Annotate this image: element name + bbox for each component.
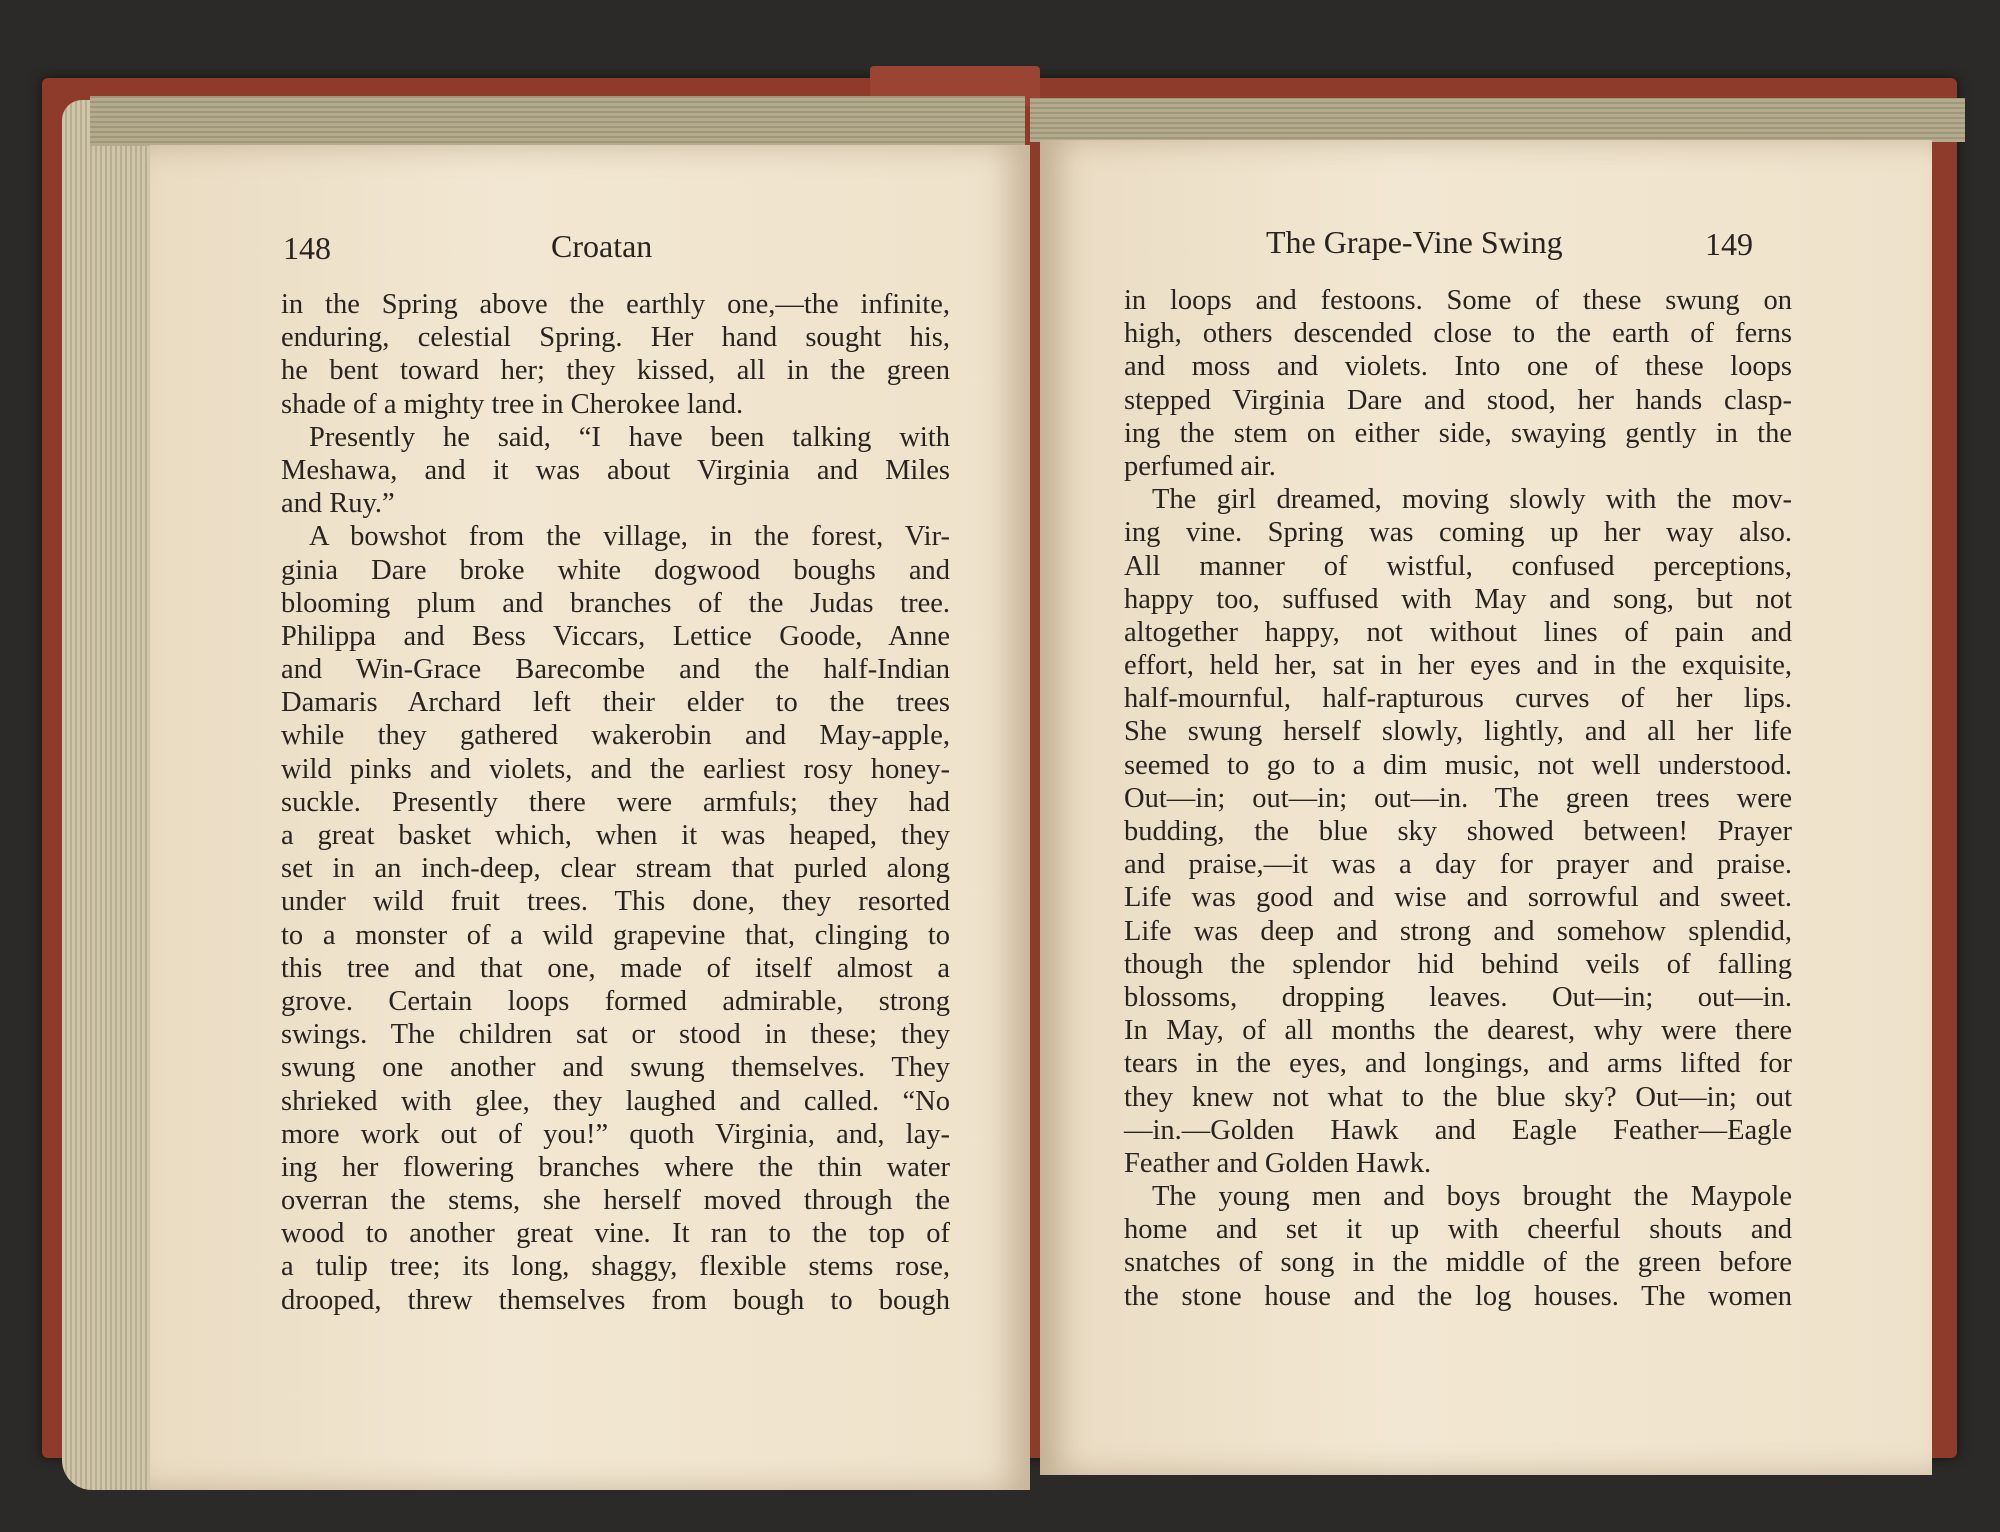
text-line: Damaris Archard left their elder to the trees	[281, 687, 950, 719]
text-line: The girl dreamed, moving slowly with the mov-	[1152, 484, 1792, 516]
text-line: and Win-Grace Barecombe and the half-Indian	[281, 654, 950, 686]
text-line: and praise,—it was a day for prayer and praise.	[1124, 849, 1792, 881]
text-line: overran the stems, she herself moved through the	[281, 1185, 950, 1217]
text-line: ing the stem on either side, swaying gently in the	[1124, 417, 1792, 449]
left-page-number: 148	[283, 230, 331, 266]
text-line: swings. The children sat or stood in these; they	[281, 1019, 950, 1051]
left-running-head: Croatan	[551, 228, 653, 264]
text-line: a tulip tree; its long, shaggy, flexible stems rose,	[281, 1251, 950, 1283]
text-line: high, others descended close to the earth of ferns	[1124, 318, 1792, 350]
text-line: budding, the blue sky showed between! Prayer	[1124, 816, 1792, 847]
text-line: stepped Virginia Dare and stood, her hands clasp-	[1124, 384, 1792, 416]
text-line: this tree and that one, made of itself almost a	[281, 952, 950, 984]
text-line: and moss and violets. Into one of these loops	[1124, 351, 1792, 383]
right-page-number: 149	[1705, 226, 1753, 262]
text-line: to a monster of a wild grapevine that, clinging to	[281, 919, 950, 951]
text-line: —in.—Golden Hawk and Eagle Feather—Eagle	[1124, 1114, 1792, 1146]
text-line: they knew not what to the blue sky? Out—in; out	[1124, 1081, 1792, 1113]
text-line: under wild fruit trees. This done, they resorted	[281, 886, 950, 918]
text-line: tears in the eyes, and longings, and arms lifted for	[1124, 1048, 1792, 1080]
text-line: while they gathered wakerobin and May-apple,	[281, 720, 950, 752]
text-line: he bent toward her; they kissed, all in the green	[281, 355, 950, 387]
text-line: Philippa and Bess Viccars, Lettice Goode, Anne	[281, 620, 950, 652]
text-line: perfumed air.	[1124, 450, 1276, 482]
text-line: A bowshot from the village, in the forest, Vir-	[309, 521, 950, 553]
text-line: ginia Dare broke white dogwood boughs and	[281, 554, 950, 586]
right-running-head: The Grape-Vine Swing	[1266, 224, 1563, 260]
text-line: the stone house and the log houses. The women	[1124, 1280, 1792, 1312]
text-line: set in an inch-deep, clear stream that purled along	[281, 853, 950, 885]
text-line: In May, of all months the dearest, why were there	[1124, 1015, 1792, 1047]
text-line: Presently he said, “I have been talking with	[309, 421, 950, 453]
text-line: Meshawa, and it was about Virginia and Miles	[281, 454, 950, 486]
text-line: grove. Certain loops formed admirable, strong	[281, 985, 950, 1017]
text-line: Out—in; out—in; out—in. The green trees were	[1124, 782, 1792, 814]
text-line: blossoms, dropping leaves. Out—in; out—in.	[1124, 981, 1792, 1013]
text-line: in loops and festoons. Some of these swung on	[1124, 285, 1792, 316]
text-line: She swung herself slowly, lightly, and all her life	[1124, 716, 1792, 748]
text-line: shade of a mighty tree in Cherokee land.	[281, 388, 744, 420]
text-line: blooming plum and branches of the Judas tree.	[281, 587, 950, 619]
text-line: The young men and boys brought the Maypole	[1152, 1181, 1792, 1213]
text-line: wild pinks and violets, and the earliest rosy honey-	[281, 753, 950, 785]
text-line: enduring, celestial Spring. Her hand sought his,	[281, 322, 950, 354]
text-line: Life was good and wise and sorrowful and sweet.	[1124, 882, 1792, 914]
text-line: drooped, threw themselves from bough to bough	[281, 1284, 950, 1316]
page-edges-top-right	[1030, 98, 1965, 142]
left-page-text	[281, 288, 950, 1317]
text-line: ing vine. Spring was coming up her way also.	[1124, 517, 1792, 549]
page-edges-top-left	[90, 96, 1025, 146]
text-line: though the splendor hid behind veils of falling	[1124, 948, 1792, 980]
text-line: altogether happy, not without lines of pain and	[1124, 616, 1792, 648]
text-line: Life was deep and strong and somehow splendid,	[1124, 915, 1792, 947]
text-line: and Ruy.”	[281, 488, 395, 520]
text-line: half-mournful, half-rapturous curves of her lips.	[1124, 683, 1792, 715]
text-line: effort, held her, sat in her eyes and in the exquisite,	[1124, 650, 1792, 682]
text-line: All manner of wistful, confused perceptions,	[1124, 550, 1792, 582]
text-line: a great basket which, when it was heaped, they	[281, 820, 950, 851]
text-line: wood to another great vine. It ran to the top of	[281, 1218, 950, 1250]
text-line: snatches of song in the middle of the green before	[1124, 1247, 1792, 1279]
right-page-text	[1124, 284, 1792, 1313]
text-line: seemed to go to a dim music, not well understood.	[1124, 749, 1792, 781]
text-line: happy too, suffused with May and song, but not	[1124, 583, 1792, 615]
text-line: shrieked with glee, they laughed and called. “No	[281, 1085, 950, 1117]
text-line: ing her flowering branches where the thin water	[281, 1151, 950, 1183]
text-line: suckle. Presently there were armfuls; they had	[281, 786, 950, 818]
text-line: in the Spring above the earthly one,—the infinite,	[281, 289, 950, 320]
text-line: home and set it up with cheerful shouts and	[1124, 1214, 1792, 1246]
text-line: more work out of you!” quoth Virginia, and, lay-	[281, 1118, 950, 1150]
text-line: Feather and Golden Hawk.	[1124, 1147, 1432, 1179]
text-line: swung one another and swung themselves. They	[281, 1052, 950, 1084]
